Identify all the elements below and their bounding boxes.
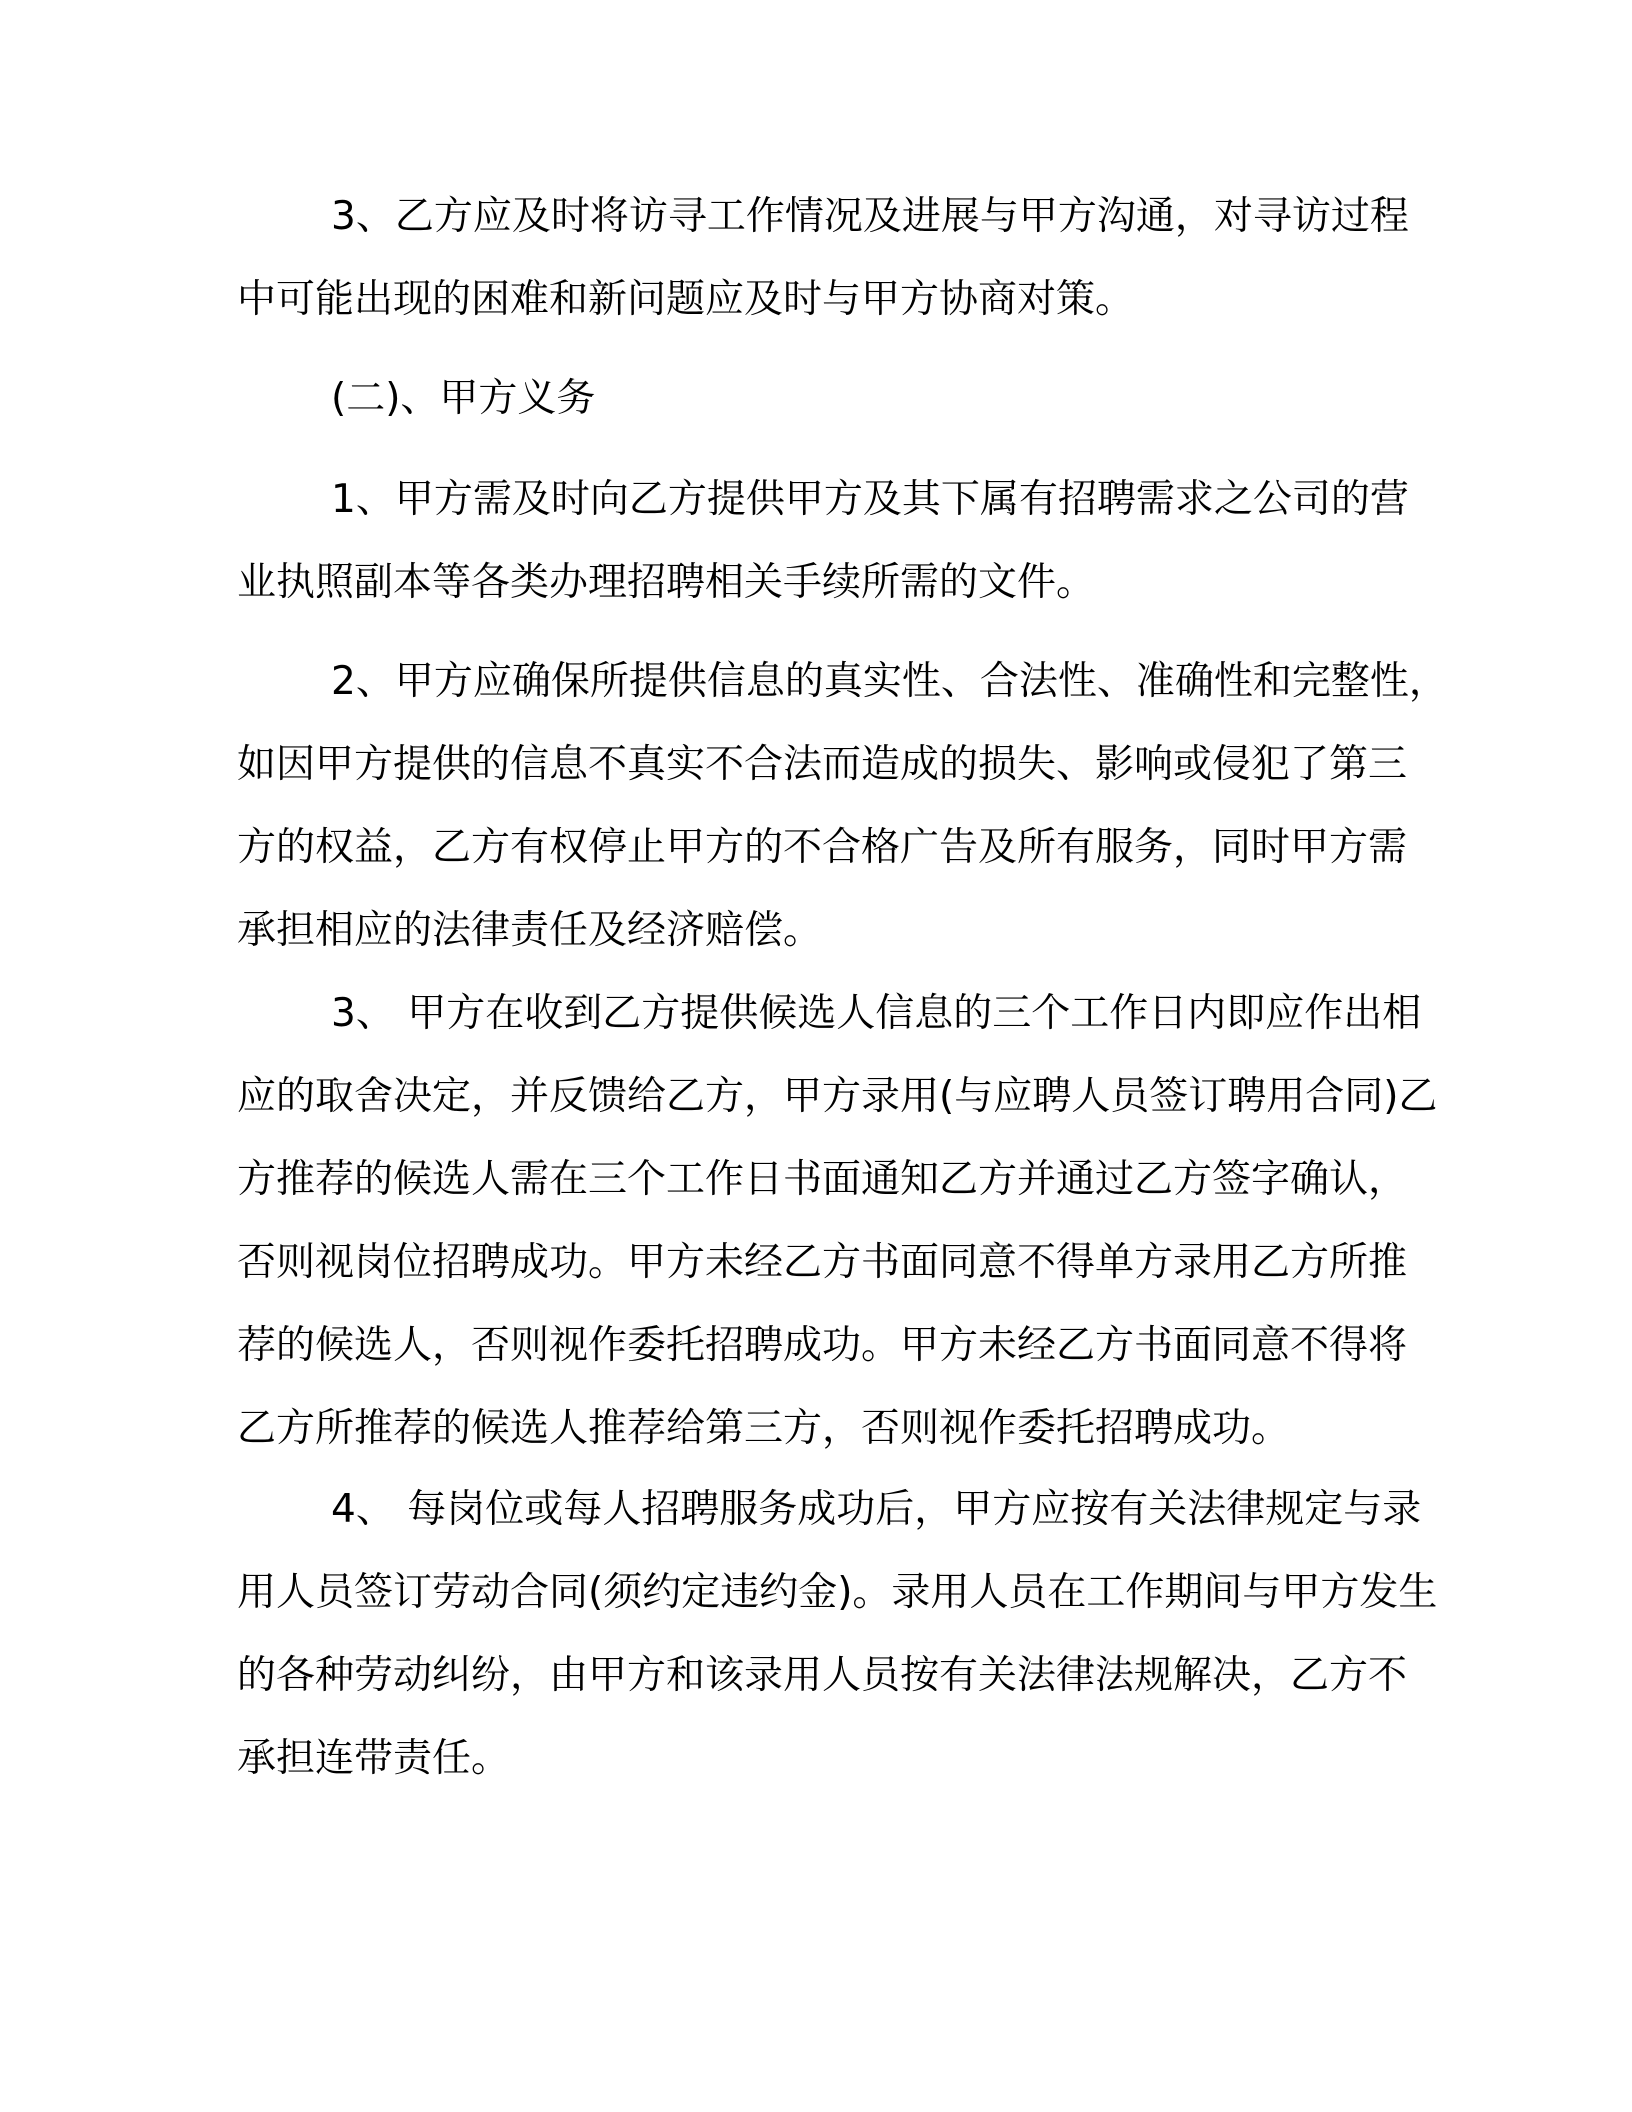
section-heading-jiafang-obligations (237, 357, 1387, 440)
line-text: 如因甲方提供的信息不真实不合法而造成的损失、影响或侵犯了第三 (237, 742, 1408, 787)
line-text: 业执照副本等各类办理招聘相关手续所需的文件。 (237, 560, 1096, 605)
line-text: 2、甲方应确保所提供信息的真实性、合法性、准确性和完整性， (331, 659, 1448, 704)
paragraph-line (237, 1221, 1408, 1304)
paragraph-line (237, 1304, 1408, 1387)
paragraph-line (237, 806, 1408, 889)
paragraph-line (237, 541, 1387, 624)
line-text: 应的取舍决定，并反馈给乙方，甲方录用(与应聘人员签订聘用合同)乙 (237, 1074, 1438, 1119)
line-text: 方推荐的候选人需在三个工作日书面通知乙方并通过乙方签字确认， (237, 1157, 1408, 1202)
paragraph-line (237, 1138, 1408, 1221)
paragraph-jiafang-obligation-1 (237, 458, 1409, 624)
paragraph-line (237, 1634, 1408, 1717)
paragraph-line (237, 640, 1448, 723)
line-text: 的各种劳动纠纷，由甲方和该录用人员按有关法律法规解决，乙方不 (237, 1653, 1408, 1698)
line-text: 1、甲方需及时向乙方提供甲方及其下属有招聘需求之公司的营 (331, 477, 1409, 522)
line-text: 乙方所推荐的候选人推荐给第三方，否则视作委托招聘成功。 (237, 1406, 1291, 1451)
paragraph-line (237, 458, 1409, 541)
line-text: 3、乙方应及时将访寻工作情况及进展与甲方沟通，对寻访过程 (331, 194, 1409, 239)
paragraph-line (237, 1468, 1422, 1551)
paragraph-line (237, 972, 1422, 1055)
paragraph-line (237, 175, 1409, 258)
paragraph-line (237, 1387, 1387, 1470)
line-text: 否则视岗位招聘成功。甲方未经乙方书面同意不得单方录用乙方所推 (237, 1240, 1408, 1285)
line-text: 荐的候选人，否则视作委托招聘成功。甲方未经乙方书面同意不得将 (237, 1323, 1408, 1368)
heading-text: (二)、甲方义务 (331, 376, 596, 421)
paragraph-line (237, 889, 1387, 972)
line-text: 4、 每岗位或每人招聘服务成功后，甲方应按有关法律规定与录 (331, 1487, 1422, 1532)
paragraph-line (237, 723, 1408, 806)
line-text: 承担连带责任。 (237, 1736, 511, 1781)
line-text: 方的权益，乙方有权停止甲方的不合格广告及所有服务，同时甲方需 (237, 825, 1408, 870)
paragraph-line (237, 258, 1387, 341)
line-text: 中可能出现的困难和新问题应及时与甲方协商对策。 (237, 277, 1135, 322)
line-text: 用人员签订劳动合同(须约定违约金)。录用人员在工作期间与甲方发生 (237, 1570, 1438, 1615)
line-text: 3、 甲方在收到乙方提供候选人信息的三个工作日内即应作出相 (331, 991, 1422, 1036)
paragraph-line (237, 1717, 1387, 1800)
paragraph-yifang-obligation-3 (237, 175, 1409, 341)
paragraph-line (237, 1055, 1438, 1138)
paragraph-line (237, 1551, 1438, 1634)
paragraph-jiafang-obligation-2 (237, 640, 1448, 972)
paragraph-jiafang-obligation-3 (237, 972, 1438, 1470)
heading-line (237, 357, 1387, 440)
line-text: 承担相应的法律责任及经济赔偿。 (237, 908, 823, 953)
paragraph-jiafang-obligation-4 (237, 1468, 1438, 1800)
